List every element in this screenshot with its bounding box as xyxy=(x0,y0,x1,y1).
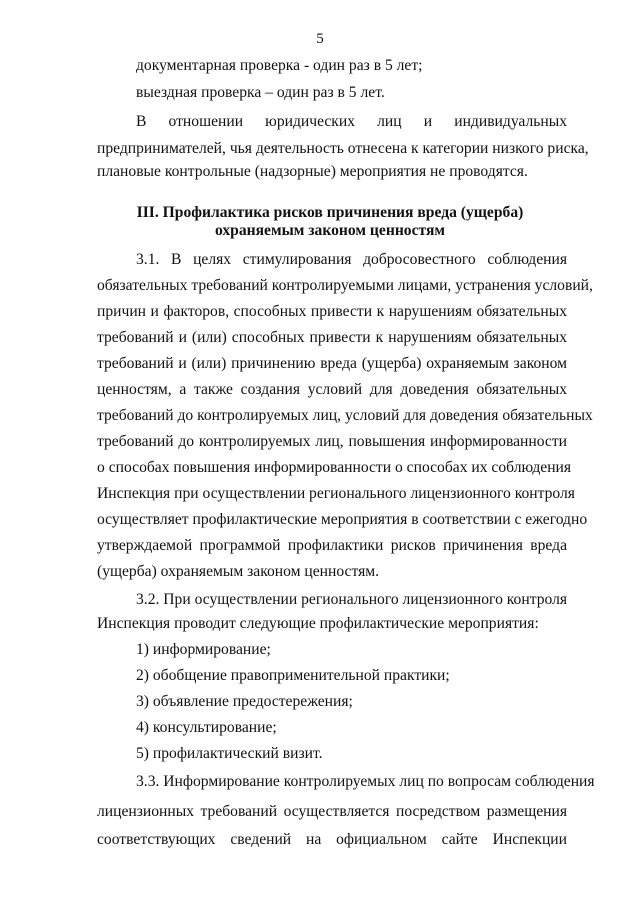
list-item: 2) обобщение правоприменительной практики; xyxy=(136,667,450,684)
paragraph-line: 3.1. В целях стимулирования добросовестного соблюдения xyxy=(136,251,567,268)
page-number: 5 xyxy=(316,31,324,47)
paragraph-line: Инспекция при осуществлении регионального лицензионного контроля xyxy=(97,485,575,502)
paragraph-line: осуществляет профилактические мероприятия в соответствии с ежегодно xyxy=(97,511,588,528)
text-line: выездная проверка – один раз в 5 лет. xyxy=(136,84,385,101)
paragraph-line: Инспекция проводит следующие профилактические мероприятия: xyxy=(97,615,539,632)
list-item: 5) профилактический визит. xyxy=(136,745,323,762)
paragraph-line: утверждаемой программой профилактики рисков причинения вреда xyxy=(97,537,567,554)
list-item: 3) объявление предостережения; xyxy=(136,693,353,710)
paragraph-line: (ущерба) охраняемым законом ценностям. xyxy=(97,563,380,580)
text-line: В отношении юридических лиц и индивидуальных xyxy=(136,113,567,130)
paragraph-line: 3.2. При осуществлении регионального лицензионного контроля xyxy=(136,591,568,608)
paragraph-line: лицензионных требований осуществляется посредством размещения xyxy=(97,803,567,820)
paragraph-line: требований и (или) причинению вреда (ущерба) охраняемым законом xyxy=(97,355,567,372)
paragraph-line: ценностям, а также создания условий для доведения обязательных xyxy=(97,381,567,398)
paragraph-line: о способах повышения информированности о способах их соблюдения xyxy=(97,459,572,476)
section-heading-line: III. Профилактика рисков причинения вреда (ущерба) xyxy=(136,204,524,221)
text-line: предпринимателей, чья деятельность отнесена к категории низкого риска, xyxy=(97,140,589,157)
paragraph-line: требований до контролируемых лиц, повышения информированности xyxy=(97,433,567,450)
list-item: 4) консультирование; xyxy=(136,719,277,736)
paragraph-line: соответствующих сведений на официальном сайте Инспекции xyxy=(97,831,567,848)
section-heading-line: охраняемым законом ценностям xyxy=(214,222,446,239)
paragraph-line: требований до контролируемых лиц, условий для доведения обязательных xyxy=(97,407,593,424)
paragraph-line: требований и (или) способных привести к нарушениям обязательных xyxy=(97,329,567,346)
paragraph-line: причин и факторов, способных привести к нарушениям обязательных xyxy=(97,303,567,320)
list-item: 1) информирование; xyxy=(136,641,271,658)
text-line: плановые контрольные (надзорные) мероприятия не проводятся. xyxy=(97,163,528,180)
paragraph-line: 3.3. Информирование контролируемых лиц по вопросам соблюдения xyxy=(136,773,595,790)
paragraph-line: обязательных требований контролируемыми лицами, устранения условий, xyxy=(97,277,593,294)
text-line: документарная проверка - один раз в 5 лет; xyxy=(136,57,423,74)
